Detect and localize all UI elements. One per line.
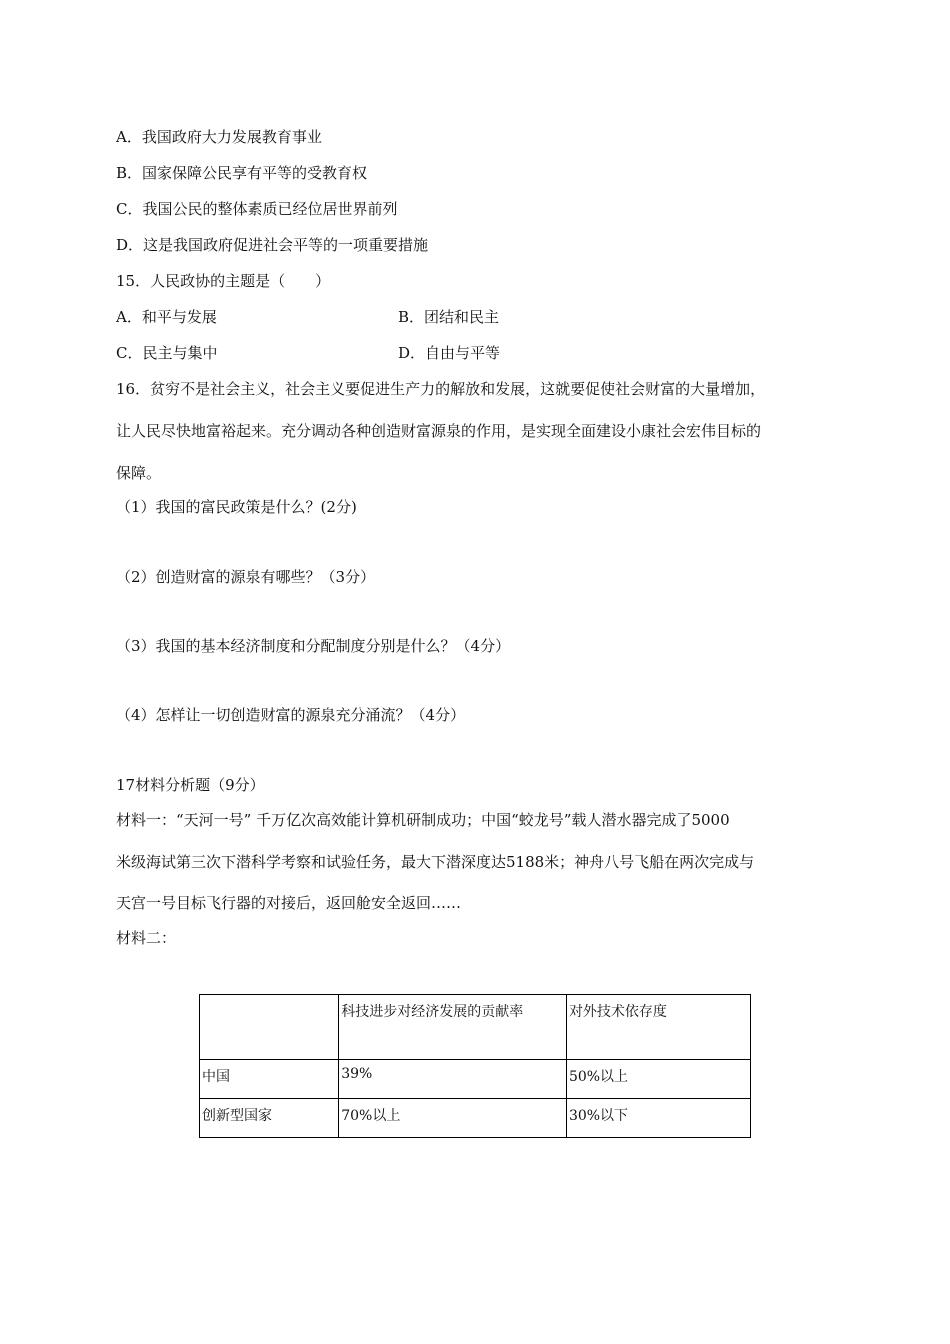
q14-option-b: B．国家保障公民享有平等的受教育权 — [116, 164, 368, 182]
q16-sub-question-4: （4）怎样让一切创造财富的源泉充分涌流？（4分） — [116, 706, 466, 724]
q15-option-d: D．自由与平等 — [398, 344, 501, 362]
table-cell: 30%以下 — [566, 1099, 750, 1138]
q14-option-d: D．这是我国政府促进社会平等的一项重要措施 — [116, 236, 429, 254]
table-row — [200, 1060, 751, 1099]
q17-material1-line-2: 米级海试第三次下潜科学考察和试验任务，最大下潜深度达5188米；神舟八号飞船在两次完成与 — [116, 853, 755, 871]
table-cell: 70%以上 — [339, 1099, 567, 1138]
q16-stem-line-3: 保障。 — [116, 464, 162, 482]
table-header-row — [200, 995, 751, 1060]
q16-stem-line-2: 让人民尽快地富裕起来。充分调动各种创造财富源泉的作用，是实现全面建设小康社会宏伟目标的 — [116, 422, 762, 440]
table-row — [200, 1099, 751, 1138]
table-cell — [200, 995, 339, 1060]
table-cell: 科技进步对经济发展的贡献率 — [339, 995, 567, 1060]
table-cell: 中国 — [200, 1060, 339, 1099]
q14-option-a: A．我国政府大力发展教育事业 — [116, 128, 322, 146]
q17-title: 17材料分析题（9分） — [116, 776, 265, 794]
q16-sub-question-2: （2）创造财富的源泉有哪些？（3分） — [116, 568, 376, 586]
q15-option-b: B．团结和民主 — [398, 308, 500, 326]
table-cell: 50%以上 — [566, 1060, 750, 1099]
table-cell: 39% — [339, 1060, 567, 1099]
table-cell: 创新型国家 — [200, 1099, 339, 1138]
table-cell: 对外技术依存度 — [566, 995, 750, 1060]
q15-stem: 15．人民政协的主题是（ ） — [116, 272, 331, 290]
q17-material1-line-3: 天宫一号目标飞行器的对接后，返回舱安全返回…… — [116, 894, 462, 912]
material2-table — [199, 994, 751, 1138]
q16-stem-line-1: 16．贫穷不是社会主义，社会主义要促进生产力的解放和发展，这就要促使社会财富的大量增加， — [116, 380, 766, 398]
q17-material1-line-1: 材料一：“天河一号” 千万亿次高效能计算机研制成功；中国“蛟龙号”载人潜水器完成了5000 — [116, 811, 730, 829]
q15-option-c: C．民主与集中 — [116, 344, 218, 362]
q17-material2-label: 材料二： — [116, 929, 177, 947]
q14-option-c: C．我国公民的整体素质已经位居世界前列 — [116, 200, 398, 218]
q16-sub-question-1: （1）我国的富民政策是什么？(2分) — [116, 498, 357, 516]
q16-sub-question-3: （3）我国的基本经济制度和分配制度分别是什么？（4分） — [116, 637, 511, 655]
q15-option-a: A．和平与发展 — [116, 308, 217, 326]
